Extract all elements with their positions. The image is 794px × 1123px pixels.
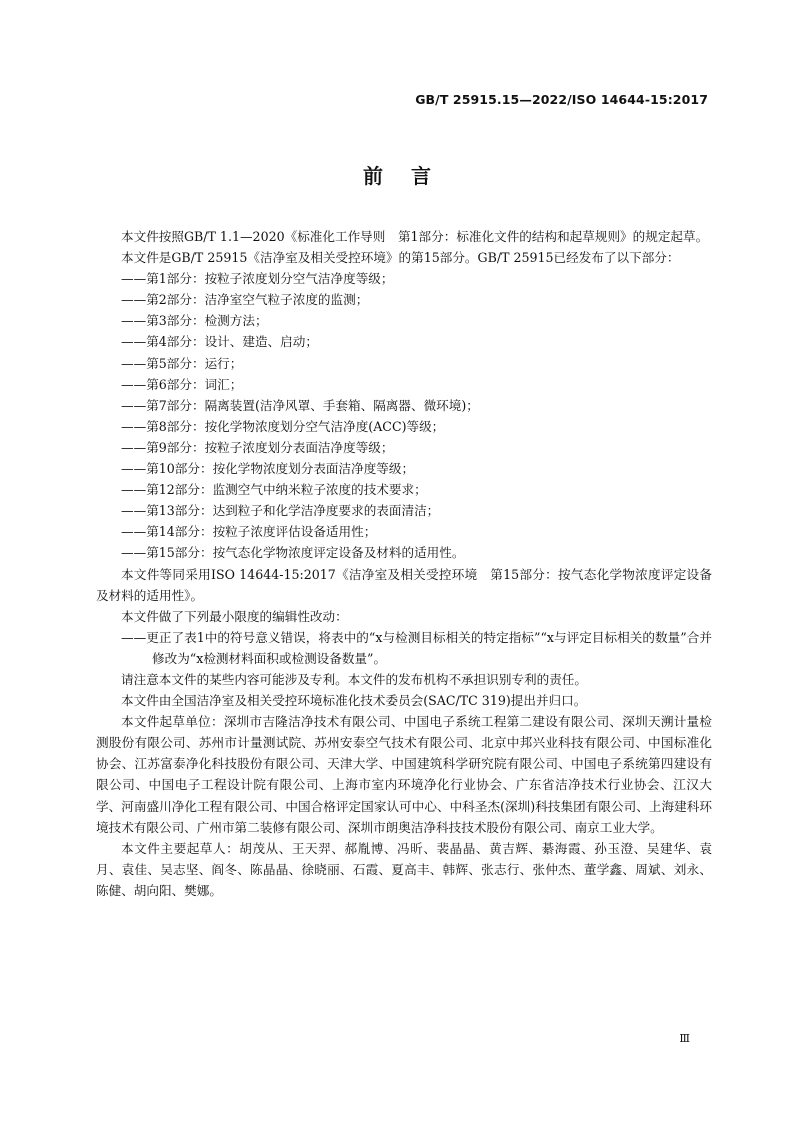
page-number: Ⅲ [679, 1032, 690, 1045]
list-item: ——第1部分：按粒子浓度划分空气洁净度等级； [121, 271, 394, 287]
list-item: ——第14部分：按粒子浓度评估设备适用性； [121, 524, 377, 540]
paragraph-patent-notice: 请注意本文件的某些内容可能涉及专利。本文件的发布机构不承担识别专利的责任。 [121, 671, 587, 687]
list-item: ——第3部分：检测方法； [121, 313, 268, 329]
list-item: ——第9部分：按粒子浓度划分表面洁净度等级； [121, 439, 394, 455]
paragraph-drafting-units: 本文件起草单位：深圳市吉隆洁净技术有限公司、中国电子系统工程第二建设有限公司、深圳天溯计量检测股份有限公司、苏州市计量测试院、苏州安泰空气技术有限公司、北京中邦兴业科技有限公司、中国标准化协会、江苏富泰净化科技股份有限公司、天津大学、中国建筑科学研究院有限公司、中国电子系统第四建设有限公司、中国电子工程设计院有限公司、上海市室内环境净化行业协会、广东省洁净技术行业协会、江汉大学、河南盛川净化工程有限公司、中国合格评定国家认可中心、中科圣杰(深圳)科技集团有限公司、上海建科环境技术有限公司、广州市第二装修有限公司、深圳市朗奥洁净科技技术股份有限公司、南京工业大学。 [96, 714, 712, 835]
standard-code-header: GB/T 25915.15—2022/ISO 14644-15:2017 [415, 92, 708, 107]
paragraph-series-intro: 本文件是GB/T 25915《洁净室及相关受控环境》的第15部分。GB/T 25915已经发布了以下部分： [121, 250, 680, 266]
paragraph-committee: 本文件由全国洁净室及相关受控环境标准化技术委员会(SAC/TC 319)提出并归口。 [121, 693, 587, 709]
paragraph-drafting-rules: 本文件按照GB/T 1.1—2020《标准化工作导则 第1部分：标准化文件的结构和起草规则》的规定起草。 [121, 229, 709, 244]
list-item: ——第5部分：运行； [121, 355, 243, 371]
list-item: ——更正了表1中的符号意义错误，将表中的“x与检测目标相关的特定指标”“x与评定目标相关的数量”合并修改为“x检测材料面积或检测设备数量”。 [121, 629, 712, 666]
list-item: ——第4部分：设计、建造、启动； [121, 334, 318, 350]
document-body [96, 226, 712, 901]
paragraph-drafters: 本文件主要起草人：胡茂从、王天羿、郝胤博、冯昕、裴晶晶、黄吉辉、綦海霞、孙玉澄、吴建华、袁月、袁佳、吴志坚、阎冬、陈晶晶、徐晓丽、石霞、夏高丰、韩辉、张志行、张仲杰、董学鑫、周斌、刘永、陈健、胡向阳、樊娜。 [96, 840, 712, 898]
paragraph-equivalence: 本文件等同采用ISO 14644-15:2017《洁净室及相关受控环境 第15部分：按气态化学物浓度评定设备及材料的适用性》。 [96, 566, 712, 603]
list-item: ——第7部分：隔离装置(洁净风罩、手套箱、隔离器、微环境)； [121, 397, 479, 413]
page-title: 前言 [363, 164, 459, 188]
list-item: ——第6部分：词汇； [121, 376, 243, 392]
list-item: ——第8部分：按化学物浓度划分空气洁净度(ACC)等级； [121, 418, 445, 434]
paragraph-editorial-changes: 本文件做了下列最小限度的编辑性改动： [121, 608, 348, 624]
list-item: ——第15部分：按气态化学物浓度评定设备及材料的适用性。 [121, 545, 465, 561]
list-item: ——第12部分：监测空气中纳米粒子浓度的技术要求； [121, 482, 427, 498]
parts-list [96, 268, 712, 563]
list-item: ——第10部分：按化学物浓度划分表面洁净度等级； [121, 461, 415, 477]
list-item: ——第2部分：洁净室空气粒子浓度的监测； [121, 292, 369, 308]
list-item: ——第13部分：达到粒子和化学洁净度要求的表面清洁； [121, 503, 440, 519]
